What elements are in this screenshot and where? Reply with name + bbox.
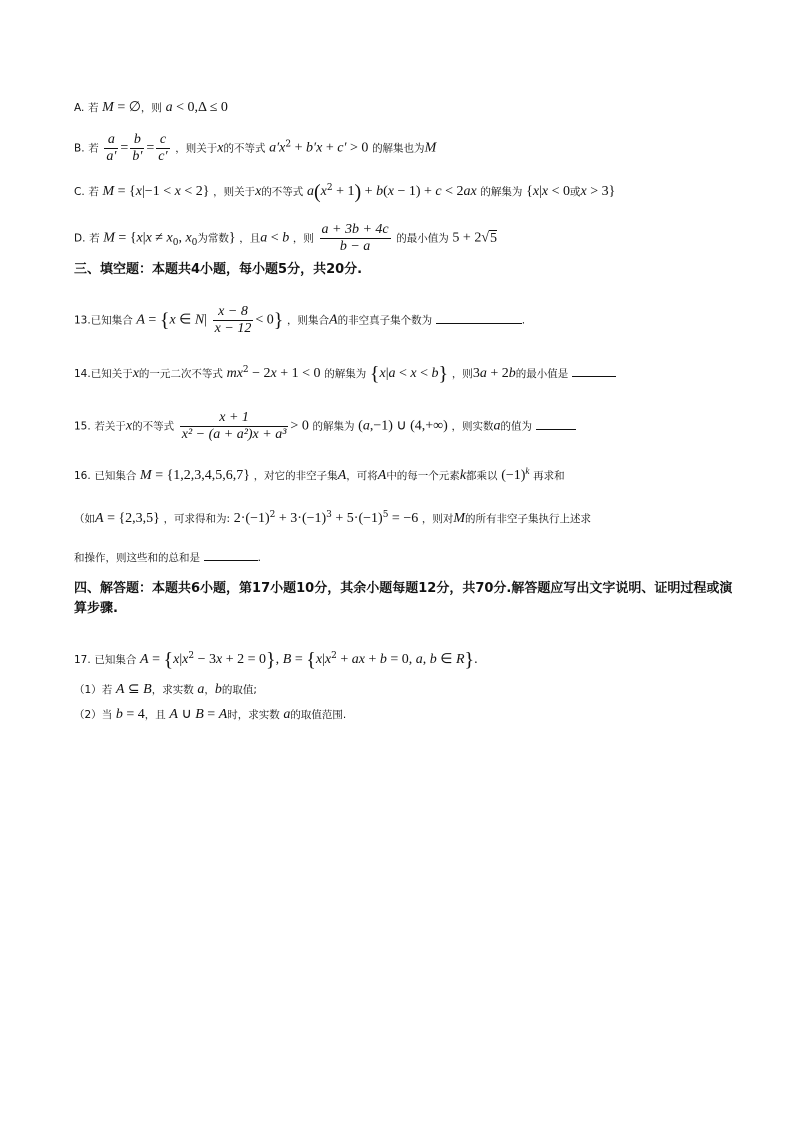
question-number: 13. [74,314,91,327]
answer-blank[interactable] [572,364,616,377]
option-label: D. [74,232,86,245]
option-label: B. [74,142,85,155]
answer-blank[interactable] [436,311,522,324]
section-heading: 四、解答题：本题共6小题，第17小题10分，其余小题每题12分，共70分.解答题应写出文字说明、证明过程或演算步骤. [74,581,733,617]
question-number: 14. [74,368,91,380]
question-16-line-3: 和操作，则这些和的总和是 . [74,548,734,565]
option-label: A. [74,102,85,114]
question-number: 17. [74,654,91,666]
option-d: D. 若 $M = \{x|x \ne x_0$, $x_0$为常数} ，且a < b ，则 $\frac{a + 3b + 4c}{b - a}$ 的最小值为 5 + 2√5 [74,222,498,254]
question-17: 17. 已知集合 $A = \{x|x^2 - 3x + 2 = 0\}$, $B = \{x|x^2$ + ax + b = 0, a, b ∈ R}. [74,649,478,671]
answer-blank[interactable] [204,548,258,561]
question-14: 14.已知关于x的一元二次不等式 $mx^2 - 2x + 1 < 0$ 的解集为 {x|a < x < b} ，则3a + 2b的最小值是 [74,362,734,386]
question-13: 13.已知集合 A = {x ∈ N| $\frac{x - 8}{x - 12}$ < 0} ，则集合A的非空真子集个数为 . [74,304,526,336]
question-16: 16. 已知集合 M = {1,2,3,4,5,6,7} ，对它的非空子集A，可将A中的每一个元素k都乘以 $(-1)^k$ 再求和 [74,466,565,483]
option-b: B. 若 $\frac{a}{a'}$ = $\frac{b}{b'}$ = $\frac{c}{c'}$ ，则关于x的不等式 $a'x^2 + b'x + c' > 0$ 的解集也为M [74,132,437,164]
question-17-part-1: （1）若 A ⊆ B，求实数 a，b的取值; [74,682,257,697]
question-number: 15. [74,420,91,433]
option-c: C. 若 M = {x|−1 < x < 2} ，则关于x的不等式 $a(x^2 + 1) + b(x - 1) + c < 2ax$ 的解集为 {x|x < 0或x > 3} [74,181,616,203]
question-16-line-2: （如A = {2,3,5} ，可求得和为: $2\cdot(-1)^2 + 3\cdot(-1)^3 + 5\cdot(-1)^5 = -6$ ，则对M的所有非空子集执行上述求 [74,510,592,526]
question-15: 15. 若关于x的不等式 $\frac{x + 1}{\text{x² − (a + a²)x + a³}}$ > 0 的解集为 (a,−1) ∪ (4,+∞) ，则实数a的值为 [74,410,734,443]
question-17-part-2: （2）当 b = 4，且 A ∪ B = A时，求实数 a的取值范围. [74,707,347,722]
option-label: C. [74,186,85,198]
answer-blank[interactable] [536,417,576,430]
question-number: 16. [74,469,91,482]
section-heading: 三、填空题：本题共4小题，每小题5分，共20分. [74,262,363,277]
option-a: A. 若 M = ∅，则 a < 0,Δ ≤ 0 [74,100,228,115]
